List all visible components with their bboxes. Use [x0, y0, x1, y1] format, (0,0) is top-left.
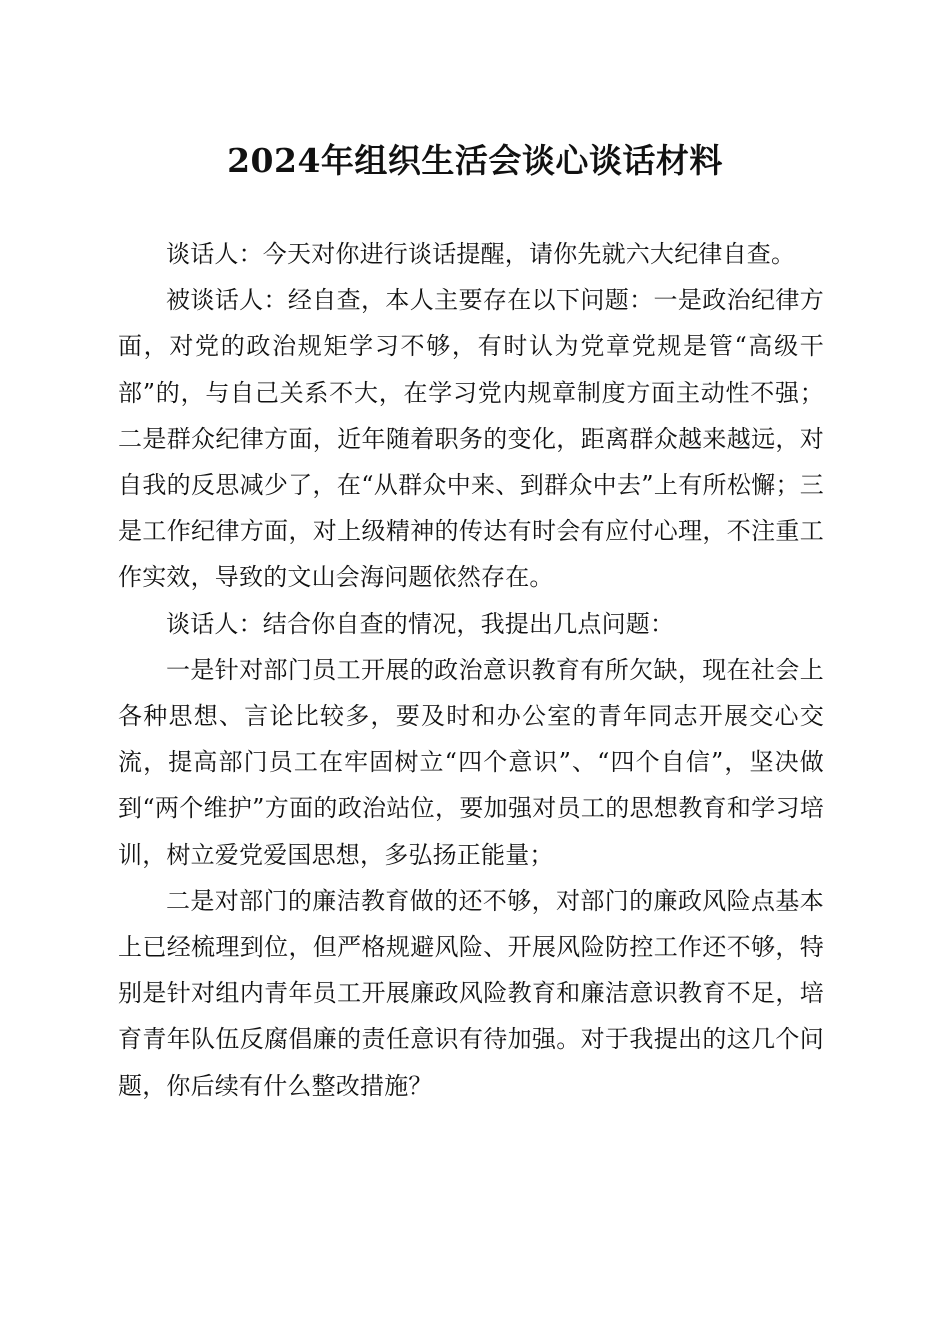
paragraph-issue-one: 一是针对部门员工开展的政治意识教育有所欠缺，现在社会上各种思想、言论比较多，要及时和办公室的青年同志开展交心交流，提高部门员工在牢固树立“四个意识”、“四个自信”，坚决做到“两个维护”方面的政治站位，要加强对员工的思想教育和学习培训，树立爱党爱国思想，多弘扬正能量； — [118, 655, 824, 869]
paragraph-interviewee-self-check: 被谈话人：经自查，本人主要存在以下问题：一是政治纪律方面，对党的政治规矩学习不够，有时认为党章党规是管“高级干部”的，与自己关系不大，在学习党内规章制度方面主动性不强；二是群众纪律方面，近年随着职务的变化，距离群众越来越远，对自我的反思减少了，在“从群众中来、到群众中去”上有所松懈；三是工作纪律方面，对上级精神的传达有时会有应付心理，不注重工作实效，导致的文山会海问题依然存在。 — [118, 286, 824, 592]
document-title: 2024年组织生活会谈心谈话材料 — [227, 141, 723, 180]
paragraph-issue-two: 二是对部门的廉洁教育做的还不够，对部门的廉政风险点基本上已经梳理到位，但严格规避风险、开展风险防控工作还不够，特别是针对组内青年员工开展廉政风险教育和廉洁意识教育不足，培育青年队伍反腐倡廉的责任意识有待加强。对于我提出的这几个问题，你后续有什么整改措施？ — [118, 886, 824, 1100]
paragraph-interviewer-opening: 谈话人：今天对你进行谈话提醒，请你先就六大纪律自查。 — [166, 240, 796, 268]
document-body — [118, 231, 824, 1109]
paragraph-interviewer-questions: 谈话人：结合你自查的情况，我提出几点问题： — [166, 609, 675, 638]
